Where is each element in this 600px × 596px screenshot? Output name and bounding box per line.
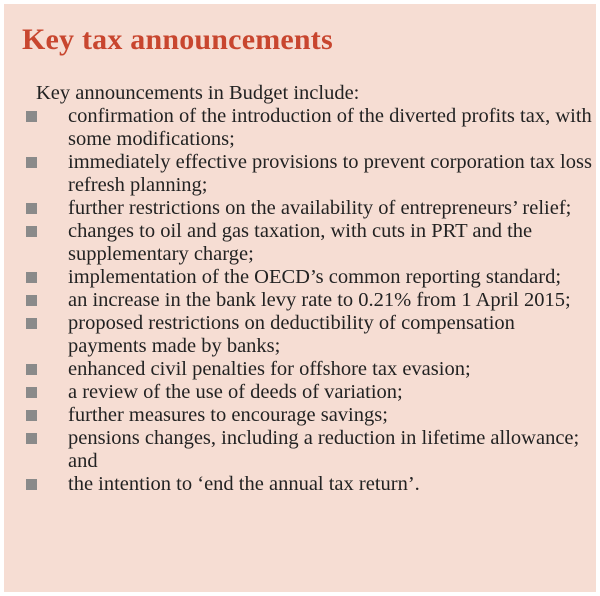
square-bullet-icon (26, 387, 37, 398)
list-item-text: pensions changes, including a reduction in lifetime allowance; and (68, 427, 580, 472)
list-item-text: further restrictions on the availability of entrepreneurs’ relief; (68, 197, 572, 219)
list-item (24, 105, 592, 151)
square-bullet-icon (26, 295, 37, 306)
list-item (24, 151, 592, 197)
square-bullet-icon (26, 226, 37, 237)
list-item (24, 266, 592, 289)
list-item-text: the intention to ‘end the annual tax return’. (68, 473, 420, 495)
square-bullet-icon (26, 410, 37, 421)
list-item (24, 358, 592, 381)
square-bullet-icon (26, 364, 37, 375)
square-bullet-icon (26, 157, 37, 168)
list-item-text: further measures to encourage savings; (68, 404, 388, 426)
list-item (24, 312, 592, 358)
list-item-text: changes to oil and gas taxation, with cuts in PRT and the supplementary charge; (68, 220, 533, 265)
list-item-text: confirmation of the introduction of the diverted profits tax, with some modifications; (68, 105, 592, 150)
intro-text: Key announcements in Budget include: (36, 82, 360, 104)
panel-title: Key tax announcements (22, 23, 333, 56)
square-bullet-icon (26, 272, 37, 283)
list-item (24, 404, 592, 427)
square-bullet-icon (26, 479, 37, 490)
list-item (24, 220, 592, 266)
list-item-text: a review of the use of deeds of variation; (68, 381, 403, 403)
list-item (24, 381, 592, 404)
list-item (24, 427, 592, 473)
list-item (24, 197, 592, 220)
square-bullet-icon (26, 111, 37, 122)
square-bullet-icon (26, 318, 37, 329)
list-item-text: proposed restrictions on deductibility of compensation payments made by banks; (68, 312, 515, 357)
tax-announcements-panel (4, 4, 596, 592)
list-item-text: enhanced civil penalties for offshore tax evasion; (68, 358, 471, 380)
square-bullet-icon (26, 203, 37, 214)
list-item-text: an increase in the bank levy rate to 0.21% from 1 April 2015; (68, 289, 571, 311)
list-item-text: immediately effective provisions to prevent corporation tax loss refresh planning; (68, 151, 592, 196)
list-item-text: implementation of the OECD’s common reporting standard; (68, 266, 562, 288)
list-item (24, 473, 592, 496)
list-item (24, 289, 592, 312)
square-bullet-icon (26, 433, 37, 444)
announcement-list (24, 105, 592, 496)
